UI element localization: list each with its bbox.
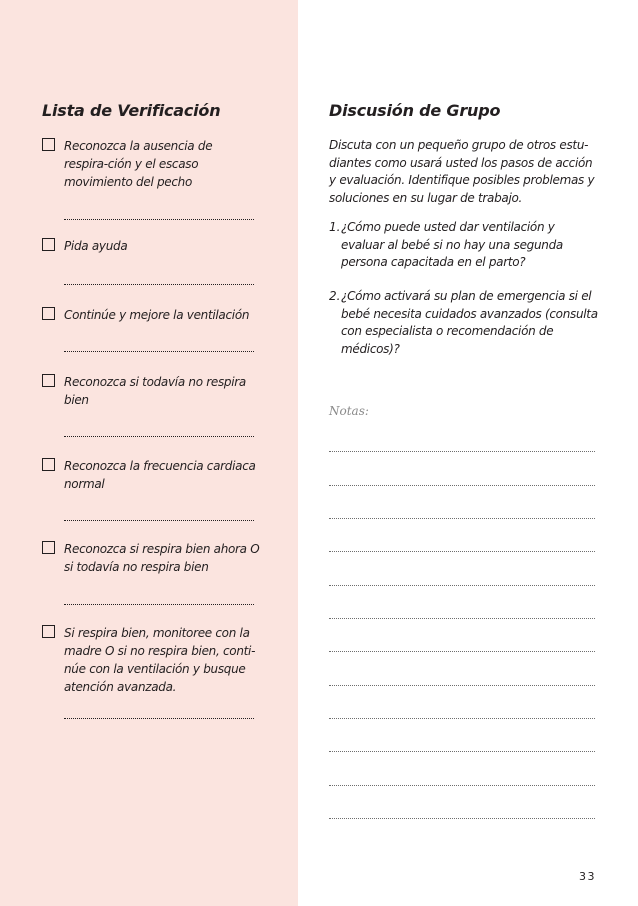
answer-line [64,436,254,437]
checkbox[interactable] [42,374,55,387]
checkbox[interactable] [42,307,55,320]
note-line [329,685,595,686]
answer-line [64,351,254,352]
answer-line [64,718,254,719]
note-line [329,551,595,552]
discussion-intro: Discuta con un pequeño grupo de otros estu-diantes como usará usted los pasos de acción y evaluación. Identifique posibles problemas y soluciones en su lugar de trabajo. [329,138,595,205]
answer-line [64,284,254,285]
checklist-item-text: Reconozca la frecuencia cardiaca normal [64,459,256,491]
checklist-item-text: Reconozca si respira bien ahora O si todavía no respira bien [64,542,260,574]
page-number: 33 [579,870,596,883]
note-line [329,618,595,619]
question-number: 1. [329,220,341,234]
note-line [329,751,595,752]
checklist-item-text: Continúe y mejore la ventilación [64,308,250,322]
question-number: 2. [329,289,341,303]
checklist-item-text: Reconozca si todavía no respira bien [64,375,246,407]
checkbox[interactable] [42,458,55,471]
checklist-item-text: Si respira bien, monitoree con la madre O si no respira bien, conti-núe con la ventilación y busque atención avanzada. [64,626,256,694]
checkbox[interactable] [42,625,55,638]
question-text: ¿Cómo puede usted dar ventilación y evaluar al bebé si no hay una segunda persona capacitada en el parto? [341,220,563,269]
checklist-panel [0,0,298,906]
notes-label: Notas: [329,404,369,418]
note-line [329,585,595,586]
checkbox[interactable] [42,138,55,151]
answer-line [64,604,254,605]
checkbox[interactable] [42,541,55,554]
checklist-item-text: Reconozca la ausencia de respira-ción y el escaso movimiento del pecho [64,139,213,189]
note-line [329,451,595,452]
checkbox[interactable] [42,238,55,251]
answer-line [64,520,254,521]
checklist-title: Lista de Verificación [42,101,221,120]
note-line [329,485,595,486]
note-line [329,518,595,519]
question-text: ¿Cómo activará su plan de emergencia si el bebé necesita cuidados avanzados (consulta con especialista o recomendación de médicos)? [341,289,598,356]
note-line [329,718,595,719]
note-line [329,785,595,786]
checklist-item-text: Pida ayuda [64,239,128,253]
note-line [329,818,595,819]
note-line [329,651,595,652]
discussion-title: Discusión de Grupo [329,101,501,120]
answer-line [64,219,254,220]
